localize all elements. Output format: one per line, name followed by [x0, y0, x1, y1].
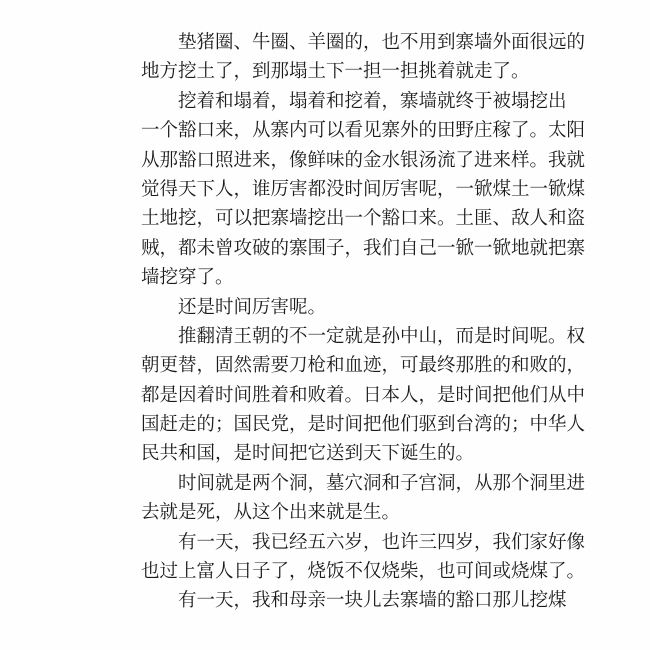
- text-line: 都是因着时间胜着和败着。日本人，是时间把他们从中: [141, 384, 586, 406]
- text-line: 推翻清王朝的不一定就是孙中山，而是时间呢。权: [178, 325, 586, 347]
- text-line: 民共和国，是时间把它送到天下诞生的。: [141, 443, 475, 465]
- text-line: 时间就是两个洞，墓穴洞和子宫洞，从那个洞里进: [178, 472, 586, 494]
- text-line: 土地挖，可以把寨墙挖出一个豁口来。土匪、敌人和盗: [141, 208, 586, 230]
- text-line: 挖着和塌着，塌着和挖着，寨墙就终于被塌挖出: [178, 90, 567, 112]
- text-line: 有一天，我已经五六岁，也许三四岁，我们家好像: [178, 531, 586, 553]
- text-line: 墙挖穿了。: [141, 267, 234, 289]
- text-line: 还是时间厉害呢。: [178, 296, 327, 318]
- text-line: 去就是死，从这个出来就是生。: [141, 502, 401, 524]
- text-line: 地方挖土了，到那塌土下一担一担挑着就走了。: [141, 61, 530, 83]
- text-line: 从那豁口照进来，像鲜味的金水银汤流了进来样。我就: [141, 149, 586, 171]
- text-line: 国赶走的；国民党，是时间把他们驱到台湾的；中华人: [141, 414, 586, 436]
- text-line: 一个豁口来，从寨内可以看见寨外的田野庄稼了。太阳: [141, 120, 586, 142]
- text-line: 觉得天下人，谁厉害都没时间厉害呢，一锨煤土一锨煤: [141, 178, 586, 200]
- text-line: 垫猪圈、牛圈、羊圈的，也不用到寨墙外面很远的: [178, 32, 586, 53]
- text-line: 也过上富人日子了，烧饭不仅烧柴，也可间或烧煤了。: [141, 561, 586, 583]
- page-text: [141, 28, 586, 616]
- text-line: 有一天，我和母亲一块儿去寨墙的豁口那儿挖煤: [178, 590, 567, 612]
- text-line: 贼，都未曾攻破的寨围子，我们自己一锨一锨地就把寨: [141, 237, 586, 259]
- text-line: 朝更替，固然需要刀枪和血迹，可最终那胜的和败的，: [141, 355, 586, 377]
